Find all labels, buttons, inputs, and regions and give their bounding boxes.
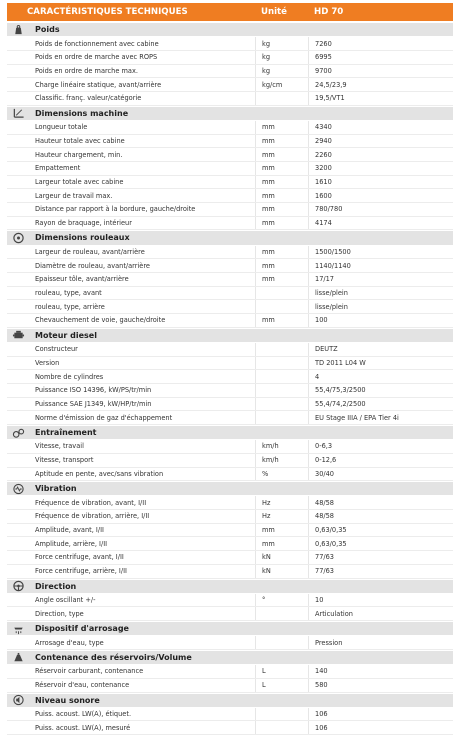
section-title: Niveau sonore	[35, 695, 100, 705]
spec-label: Puiss. acoust. LW(A), étiquet.	[35, 710, 132, 719]
spec-value: 140	[308, 665, 453, 678]
table-row	[7, 300, 453, 314]
spec-unit: mm	[255, 537, 308, 550]
table-row	[7, 314, 453, 328]
spec-value: EU Stage IIIA / EPA Tier 4i	[308, 411, 453, 424]
spec-label: Largeur de rouleau, avant/arrière	[35, 247, 145, 256]
spec-unit	[255, 411, 308, 424]
table-row	[7, 203, 453, 217]
table-header	[7, 3, 453, 22]
header-model: HD 70	[314, 7, 344, 17]
spec-label: Force centrifuge, arrière, I/II	[35, 567, 127, 576]
spec-label: Vitesse, transport	[35, 456, 94, 465]
section-title: Poids	[35, 25, 60, 35]
table-row	[7, 259, 453, 273]
roller-icon	[7, 231, 29, 245]
spec-label: Distance par rapport à la bordure, gauche/droite	[35, 205, 196, 214]
spec-unit: mm	[255, 203, 308, 216]
spec-unit	[255, 343, 308, 356]
spec-label: Poids en ordre de marche avec ROPS	[35, 53, 158, 62]
spec-label: Version	[35, 358, 60, 367]
spec-unit	[255, 721, 308, 734]
spec-unit: kg	[255, 37, 308, 50]
spec-value: 7260	[308, 37, 453, 50]
section-8	[7, 650, 453, 665]
spec-value: lisse/plein	[308, 300, 453, 313]
table-row	[7, 37, 453, 51]
spec-value: 4174	[308, 217, 453, 230]
table-row	[7, 721, 453, 735]
table-row	[7, 162, 453, 176]
header-unit: Unité	[261, 7, 287, 17]
spec-value: 1610	[308, 176, 453, 189]
spec-unit	[255, 357, 308, 370]
sprinkler-icon	[7, 622, 29, 636]
table-row	[7, 398, 453, 412]
spec-value: 19,5/VT1	[308, 92, 453, 105]
spec-value: 24,5/23,9	[308, 78, 453, 91]
table-row	[7, 411, 453, 425]
table-row	[7, 273, 453, 287]
spec-label: Classific. franç. valeur/catégorie	[35, 94, 142, 103]
spec-value: 6995	[308, 51, 453, 64]
spec-label: Vitesse, travail	[35, 442, 84, 451]
spec-unit: %	[255, 468, 308, 481]
spec-label: Puissance SAE J1349, kW/HP/tr/min	[35, 399, 152, 408]
vibration-icon	[7, 482, 29, 496]
spec-value: 9700	[308, 65, 453, 78]
spec-unit: mm	[255, 246, 308, 259]
spec-value: Pression	[308, 636, 453, 649]
table-row	[7, 496, 453, 510]
spec-unit	[255, 636, 308, 649]
spec-value: 106	[308, 721, 453, 734]
spec-value: 77/63	[308, 551, 453, 564]
table-row	[7, 92, 453, 106]
section-6	[7, 579, 453, 594]
table-row	[7, 708, 453, 722]
spec-value: 0,63/0,35	[308, 524, 453, 537]
table-row	[7, 287, 453, 301]
section-1	[7, 106, 453, 121]
table-row	[7, 65, 453, 79]
spec-unit: mm	[255, 189, 308, 202]
weight-icon	[7, 23, 29, 37]
spec-label: Epaisseur tôle, avant/arrière	[35, 275, 129, 284]
spec-label: Réservoir carburant, contenance	[35, 667, 144, 676]
spec-value: 0-6,3	[308, 440, 453, 453]
spec-value: 2940	[308, 135, 453, 148]
table-row	[7, 537, 453, 551]
spec-value: 4340	[308, 121, 453, 134]
spec-value: 10	[308, 594, 453, 607]
spec-value: 1600	[308, 189, 453, 202]
spec-unit: mm	[255, 273, 308, 286]
table-row	[7, 51, 453, 65]
steering-icon	[7, 579, 29, 593]
spec-unit: mm	[255, 217, 308, 230]
spec-value: 17/17	[308, 273, 453, 286]
spec-label: Amplitude, avant, I/II	[35, 526, 104, 535]
spec-unit: km/h	[255, 454, 308, 467]
section-title: Contenance des réservoirs/Volume	[35, 653, 192, 663]
table-row	[7, 189, 453, 203]
spec-label: Constructeur	[35, 345, 78, 354]
spec-label: Puiss. acoust. LW(A), mesuré	[35, 723, 131, 732]
section-0	[7, 22, 453, 37]
table-body	[7, 22, 453, 735]
spec-value: 48/58	[308, 510, 453, 523]
spec-label: Rayon de braquage, intérieur	[35, 218, 132, 227]
spec-label: Puissance ISO 14396, kW/PS/tr/min	[35, 386, 152, 395]
spec-label: Amplitude, arrière, I/II	[35, 539, 108, 548]
spec-value: 4	[308, 370, 453, 383]
spec-label: Fréquence de vibration, avant, I/II	[35, 498, 147, 507]
spec-label: Empattement	[35, 164, 81, 173]
spec-label: Norme d'émission de gaz d'échappement	[35, 413, 173, 422]
spec-value: 2260	[308, 148, 453, 161]
spec-unit	[255, 300, 308, 313]
section-title: Moteur diesel	[35, 330, 97, 340]
spec-value: 3200	[308, 162, 453, 175]
spec-unit: L	[255, 665, 308, 678]
table-row	[7, 524, 453, 538]
spec-value: 0,63/0,35	[308, 537, 453, 550]
section-title: Dimensions rouleaux	[35, 233, 130, 243]
spec-unit: km/h	[255, 440, 308, 453]
spec-unit: kN	[255, 565, 308, 578]
spec-label: Force centrifuge, avant, I/II	[35, 553, 124, 562]
section-3	[7, 328, 453, 343]
table-row	[7, 468, 453, 482]
spec-label: Fréquence de vibration, arrière, I/II	[35, 512, 150, 521]
spec-unit: kg	[255, 51, 308, 64]
table-row	[7, 636, 453, 650]
spec-unit	[255, 287, 308, 300]
header-title: CARACTÉRISTIQUES TECHNIQUES	[27, 7, 188, 17]
spec-unit: mm	[255, 259, 308, 272]
spec-unit: kg/cm	[255, 78, 308, 91]
spec-label: Largeur totale avec cabine	[35, 177, 124, 186]
spec-value: 48/58	[308, 496, 453, 509]
spec-value: TD 2011 L04 W	[308, 357, 453, 370]
spec-table	[7, 3, 453, 735]
spec-value: 106	[308, 708, 453, 721]
spec-label: Nombre de cylindres	[35, 372, 104, 381]
spec-unit: L	[255, 679, 308, 692]
spec-value: 77/63	[308, 565, 453, 578]
spec-label: Poids de fonctionnement avec cabine	[35, 39, 159, 48]
spec-unit	[255, 370, 308, 383]
spec-value: Articulation	[308, 607, 453, 620]
spec-value: 1140/1140	[308, 259, 453, 272]
spec-unit	[255, 384, 308, 397]
spec-unit: kN	[255, 551, 308, 564]
spec-value: 580	[308, 679, 453, 692]
spec-unit: mm	[255, 524, 308, 537]
spec-value: 55,4/74,2/2500	[308, 398, 453, 411]
section-9	[7, 693, 453, 708]
spec-unit: mm	[255, 176, 308, 189]
table-row	[7, 454, 453, 468]
table-row	[7, 176, 453, 190]
spec-unit: °	[255, 594, 308, 607]
spec-unit: mm	[255, 162, 308, 175]
spec-unit: kg	[255, 65, 308, 78]
spec-unit: mm	[255, 314, 308, 327]
spec-label: Poids en ordre de marche max.	[35, 66, 138, 75]
section-title: Vibration	[35, 484, 77, 494]
sound-icon	[7, 693, 29, 707]
table-row	[7, 665, 453, 679]
spec-value: 780/780	[308, 203, 453, 216]
spec-unit	[255, 708, 308, 721]
table-row	[7, 217, 453, 231]
engine-icon	[7, 328, 29, 342]
spec-value: 55,4/75,3/2500	[308, 384, 453, 397]
table-row	[7, 551, 453, 565]
spec-label: Charge linéaire statique, avant/arrière	[35, 80, 162, 89]
table-row	[7, 440, 453, 454]
spec-unit: Hz	[255, 510, 308, 523]
table-row	[7, 594, 453, 608]
section-7	[7, 621, 453, 636]
spec-label: Hauteur totale avec cabine	[35, 136, 125, 145]
spec-label: Largeur de travail max.	[35, 191, 113, 200]
spec-label: Hauteur chargement, min.	[35, 150, 123, 159]
table-row	[7, 148, 453, 162]
table-row	[7, 679, 453, 693]
table-row	[7, 384, 453, 398]
table-row	[7, 510, 453, 524]
section-title: Entraînement	[35, 428, 97, 438]
table-row	[7, 357, 453, 371]
table-row	[7, 565, 453, 579]
spec-label: Diamètre de rouleau, avant/arrière	[35, 261, 150, 270]
spec-value: 1500/1500	[308, 246, 453, 259]
table-row	[7, 121, 453, 135]
spec-label: Chevauchement de voie, gauche/droite	[35, 316, 166, 325]
section-2	[7, 230, 453, 245]
spec-unit: mm	[255, 135, 308, 148]
table-row	[7, 607, 453, 621]
spec-unit: mm	[255, 148, 308, 161]
spec-value: 30/40	[308, 468, 453, 481]
section-title: Direction	[35, 581, 77, 591]
spec-value: lisse/plein	[308, 287, 453, 300]
spec-label: Aptitude en pente, avec/sans vibration	[35, 469, 164, 478]
spec-label: Longueur totale	[35, 123, 88, 132]
spec-value: 0-12,6	[308, 454, 453, 467]
spec-value: 100	[308, 314, 453, 327]
table-row	[7, 78, 453, 92]
spec-label: Réservoir d'eau, contenance	[35, 681, 130, 690]
spec-value: DEUTZ	[308, 343, 453, 356]
table-row	[7, 343, 453, 357]
section-title: Dispositif d'arrosage	[35, 624, 129, 634]
spec-label: Direction, type	[35, 609, 84, 618]
drive-icon	[7, 426, 29, 440]
spec-unit: mm	[255, 121, 308, 134]
spec-label: rouleau, type, avant	[35, 288, 102, 297]
spec-unit	[255, 607, 308, 620]
table-row	[7, 135, 453, 149]
section-5	[7, 481, 453, 496]
dimensions-icon	[7, 106, 29, 120]
spec-unit	[255, 398, 308, 411]
spec-unit	[255, 92, 308, 105]
spec-label: Arrosage d'eau, type	[35, 638, 104, 647]
section-title: Dimensions machine	[35, 108, 129, 118]
spec-label: Angle oscillant +/-	[35, 596, 96, 605]
table-row	[7, 246, 453, 260]
section-4	[7, 425, 453, 440]
spec-label: rouleau, type, arrière	[35, 302, 105, 311]
table-row	[7, 370, 453, 384]
spec-unit: Hz	[255, 496, 308, 509]
tank-icon	[7, 651, 29, 665]
